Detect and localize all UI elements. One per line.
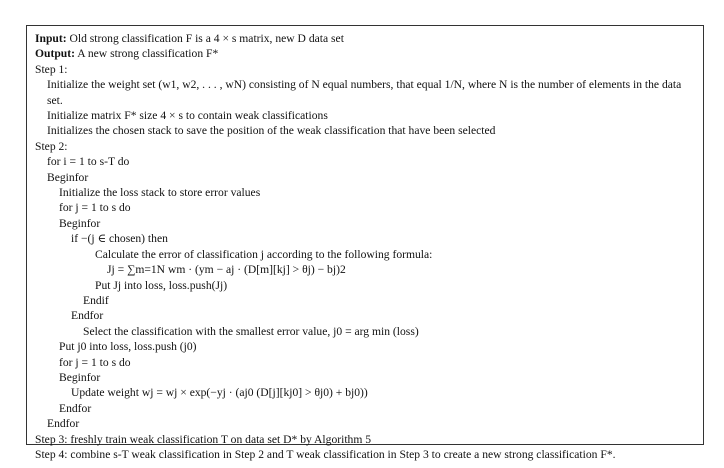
endif-line: Endif: [83, 293, 109, 307]
init-loss-line: Initialize the loss stack to store error values: [59, 186, 261, 200]
algorithm-box: [26, 25, 704, 461]
init-chosen-line: Initializes the chosen stack to save the position of the weak classification that have been selected: [47, 124, 496, 138]
update-weight-line: Update weight wj = wj × exp(−yj · (aj0 (D[j][kj0] > θj0) + bj0)): [71, 386, 368, 400]
update-beginfor: Beginfor: [59, 370, 101, 384]
push-loss-line: Put Jj into loss, loss.push(Jj): [95, 278, 228, 292]
inner-beginfor: Beginfor: [59, 216, 101, 230]
step1-heading: Step 1:: [35, 62, 68, 76]
step2-heading: Step 2:: [35, 139, 68, 153]
outer-endfor: Endfor: [47, 417, 80, 431]
output-label: Output:: [35, 47, 75, 61]
select-min-line: Select the classification with the smallest error value, j0 = arg min (loss): [83, 324, 419, 338]
step3-line: Step 3: freshly train weak classification T on data set D* by Algorithm 5: [35, 432, 372, 446]
outer-beginfor: Beginfor: [47, 170, 89, 184]
step4-line: Step 4: combine s-T weak classification in Step 2 and T weak classification in Step 3 to create a new strong classification F*.: [35, 447, 616, 461]
input-label: Input:: [35, 32, 67, 45]
init-weights-line: Initialize the weight set (w1, w2, . . . , wN) consisting of N equal numbers, that equal 1/N, where N is the number of elements in the data set.: [47, 78, 682, 107]
update-for-line: for j = 1 to s do: [59, 355, 131, 369]
update-endfor: Endfor: [59, 401, 92, 415]
init-matrix-line: Initialize matrix F* size 4 × s to contain weak classifications: [47, 109, 328, 123]
inner-for-line: for j = 1 to s do: [59, 201, 131, 215]
error-formula: Jj = ∑m=1N wm · (ym − aj · (D[m][kj] > θj) − bj)2: [107, 263, 346, 277]
put-j0-line: Put j0 into loss, loss.push (j0): [59, 340, 197, 354]
output-text: A new strong classification F*: [77, 47, 219, 61]
input-text: Old strong classification F is a 4 × s matrix, new D data set: [69, 32, 344, 45]
outer-for-line: for i = 1 to s-T do: [47, 155, 130, 169]
if-line: if −(j ∈ chosen) then: [71, 232, 168, 246]
calculate-error-line: Calculate the error of classification j according to the following formula:: [95, 247, 433, 261]
input-line: [35, 31, 695, 46]
output-line: [35, 46, 695, 61]
inner-endfor: Endfor: [71, 309, 104, 323]
